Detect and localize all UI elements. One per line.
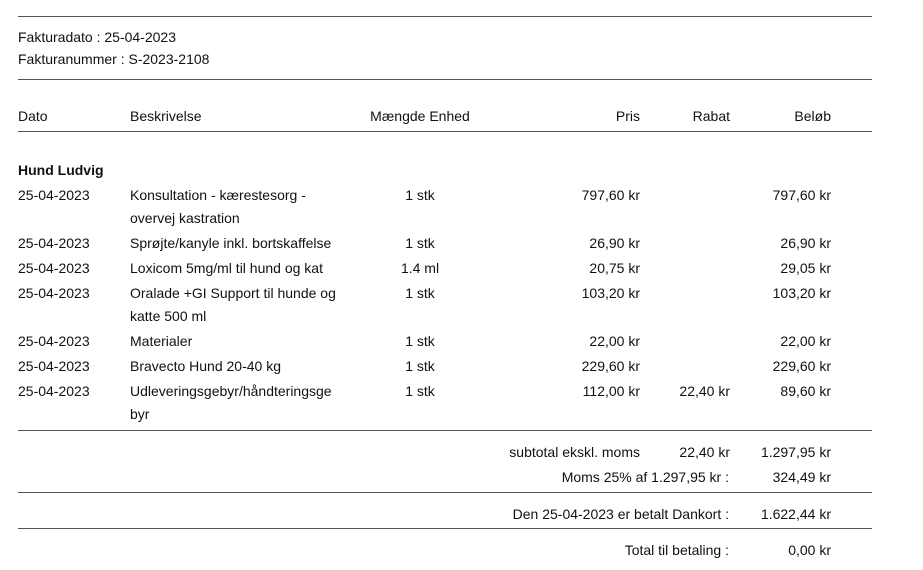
row-price: 26,90 kr [589,235,640,251]
row-price: 112,00 kr [582,383,640,399]
row-amount: 229,60 kr [772,358,831,374]
vat-rule [18,492,872,493]
row-price: 20,75 kr [589,260,640,276]
row-date: 25-04-2023 [18,187,90,203]
items-rule [18,430,872,431]
row-quantity: 1 stk [405,333,435,349]
row-amount: 29,05 kr [780,260,831,276]
subtotal-amount: 1.297,95 kr [760,444,831,460]
row-price: 229,60 kr [581,358,640,374]
row-price: 22,00 kr [589,333,640,349]
row-date: 25-04-2023 [18,358,90,374]
row-date: 25-04-2023 [18,260,90,276]
row-discount: 22,40 kr [679,383,730,399]
invoice-number: Fakturanummer : S-2023-2108 [18,51,210,67]
row-price: 103,20 kr [581,285,640,301]
row-quantity: 1 stk [405,235,435,251]
paid-amount: 1.622,44 kr [760,506,831,522]
header-rule [18,79,872,80]
row-description: Bravecto Hund 20-40 kg [130,358,281,374]
col-price: Pris [615,108,640,124]
row-description: Oralade +GI Support til hunde og [130,285,336,301]
row-quantity: 1 stk [405,285,435,301]
invoice-date: Fakturadato : 25-04-2023 [18,29,176,45]
row-description: Udleveringsgebyr/håndteringsge [130,383,332,399]
vat-label: Moms 25% af 1.297,95 kr : [561,469,729,485]
row-amount: 22,00 kr [780,333,831,349]
row-amount: 89,60 kr [780,383,831,399]
row-date: 25-04-2023 [18,383,90,399]
row-description: Materialer [130,333,193,349]
row-date: 25-04-2023 [18,285,90,301]
row-description-continued: byr [130,406,150,422]
row-quantity: 1.4 ml [400,260,440,276]
subtotal-label: subtotal ekskl. moms [509,444,640,460]
col-amount: Beløb [794,108,831,124]
group-title: Hund Ludvig [18,162,104,178]
row-description: Sprøjte/kanyle inkl. bortskaffelse [130,235,332,251]
col-date: Dato [18,108,48,124]
row-price: 797,60 kr [581,187,640,203]
paid-label: Den 25-04-2023 er betalt Dankort : [512,506,729,522]
row-quantity: 1 stk [405,383,435,399]
row-quantity: 1 stk [405,358,435,374]
vat-amount: 324,49 kr [772,469,831,485]
row-date: 25-04-2023 [18,235,90,251]
row-amount: 797,60 kr [772,187,831,203]
top-rule [18,16,872,17]
paid-rule [18,528,872,529]
col-description: Beskrivelse [130,108,202,124]
subtotal-discount: 22,40 kr [679,444,730,460]
row-quantity: 1 stk [405,187,435,203]
row-description-continued: overvej kastration [130,210,240,226]
row-description-continued: katte 500 ml [130,308,207,324]
row-date: 25-04-2023 [18,333,90,349]
total-label: Total til betaling : [624,542,729,558]
row-description: Konsultation - kærestesorg - [130,187,306,203]
col-discount: Rabat [692,108,730,124]
row-amount: 103,20 kr [772,285,831,301]
row-description: Loxicom 5mg/ml til hund og kat [130,260,323,276]
row-amount: 26,90 kr [780,235,831,251]
col-quantity-unit: Mængde Enhed [370,108,470,124]
total-amount: 0,00 kr [788,542,831,558]
column-header-rule [18,131,872,132]
